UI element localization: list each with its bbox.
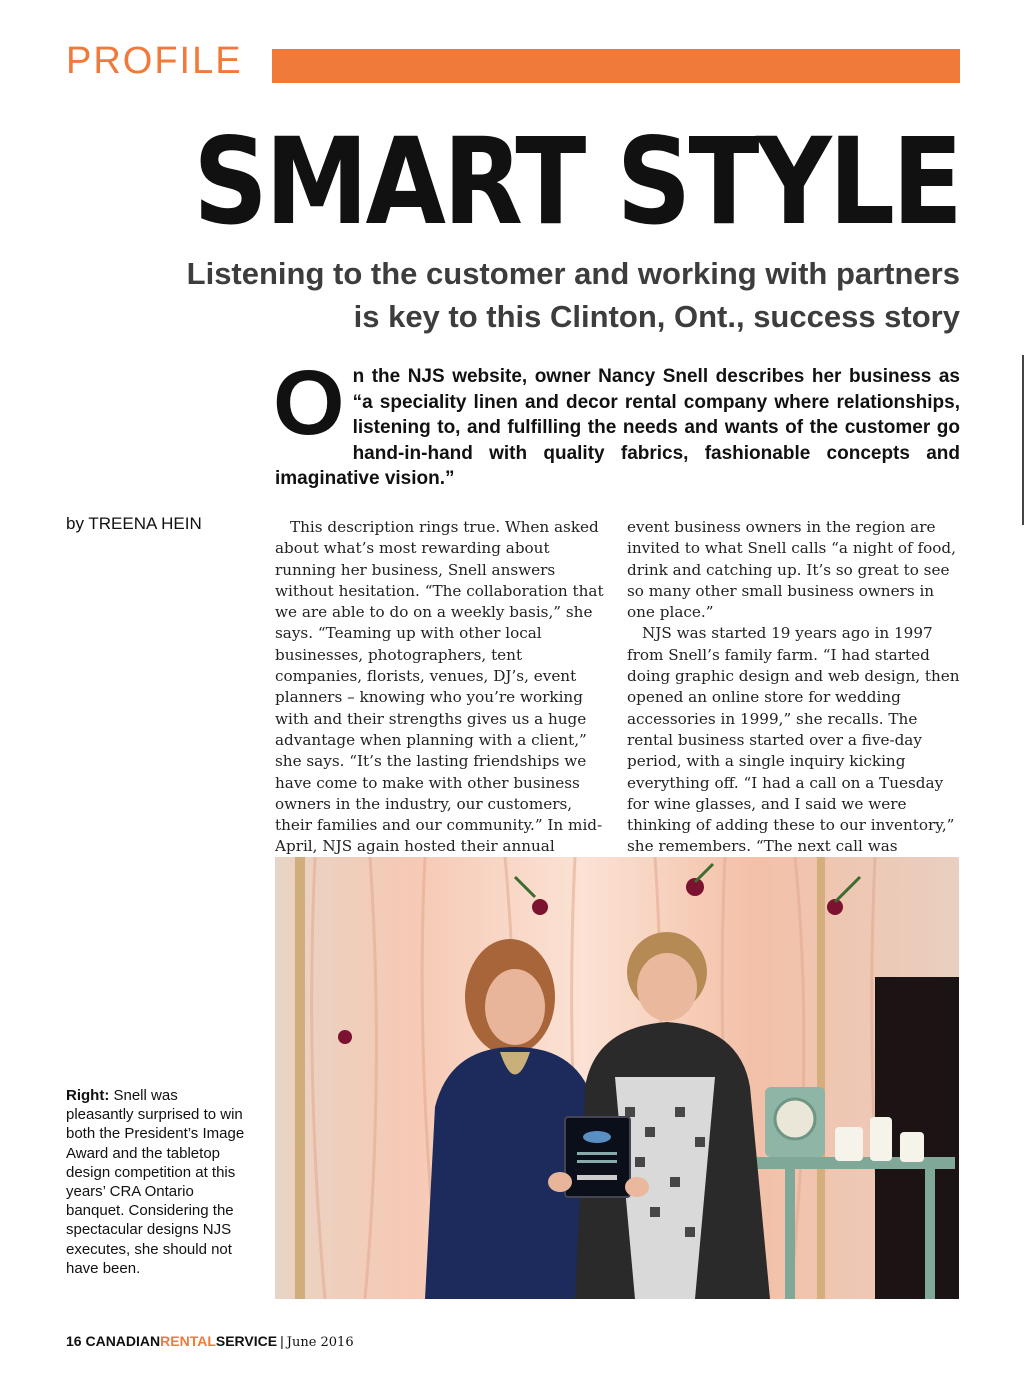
body-column-right bbox=[627, 517, 961, 879]
caption-text: Snell was pleasantly surprised to win both the President’s Image Award and the tabletop design competition at this years’ CRA Ontario banquet. Considering the spectacular designs NJS executes, she should not have been. bbox=[66, 1087, 245, 1277]
page-number: 16 bbox=[66, 1333, 82, 1349]
drop-cap: O bbox=[273, 352, 345, 454]
lede-text: n the NJS website, owner Nancy Snell describes her business as “a speciality linen and decor rental company where relationships, listening to, and fulfilling the needs and wants of the customer go hand-in-hand with quality fabrics, fashionable concepts and imaginative vision.” bbox=[275, 366, 960, 490]
body-paragraph: event business owners in the region are invited to what Snell calls “a night of food, drink and catching up. It’s so great to see so many other small business owners in one place.” bbox=[627, 518, 956, 622]
section-accent-bar bbox=[272, 49, 960, 83]
photo-caption bbox=[66, 1086, 248, 1278]
body-column-left bbox=[275, 517, 609, 879]
deck bbox=[80, 252, 960, 338]
issue-date: June 2016 bbox=[286, 1335, 354, 1350]
page-footer bbox=[66, 1333, 354, 1350]
publication-name-part-2: RENTAL bbox=[160, 1333, 216, 1349]
article-photo bbox=[275, 857, 959, 1299]
body-paragraph: NJS was started 19 years ago in 1997 from Snell’s family farm. “I had started doing graphic design and web design, then opened an online store for wedding accessories in 1999,” she recalls. The rental business started over a five-day period, with a single inquiry kicking everything off. “I had a call on a Tuesday for wine glasses, and I said we were thinking of adding these to our inventory,” she remembers. “The next call was bbox=[627, 624, 960, 856]
deck-line-2: is key to this Clinton, Ont., success story bbox=[353, 299, 960, 334]
section-label: PROFILE bbox=[66, 40, 243, 82]
body-paragraph: This description rings true. When asked about what’s most rewarding about running her business, Snell answers without hesitation. “The collaboration that we are able to do on a weekly basis,” she says. “Teaming up with other local businesses, photographers, tent companies, florists, venues, DJ’s, event planners – knowing who you’re working with and their strengths gives us a huge advantage when planning with a client,” she says. “It’s the lasting friendships we have come to make with other business owners in the industry, our customers, their families and our community.” In mid-April, NJS again hosted their annual bbox=[275, 518, 604, 856]
headline: SMART STYLE bbox=[193, 111, 960, 252]
caption-label: Right: bbox=[66, 1087, 110, 1104]
lede-paragraph bbox=[273, 352, 960, 492]
publication-name-part-3: SERVICE bbox=[215, 1333, 278, 1349]
deck-line-1: Listening to the customer and working with partners bbox=[186, 256, 960, 291]
byline: by TREENA HEIN bbox=[66, 514, 202, 533]
publication-name-part-1: CANADIAN bbox=[85, 1333, 161, 1349]
footer-separator: | bbox=[280, 1333, 284, 1349]
